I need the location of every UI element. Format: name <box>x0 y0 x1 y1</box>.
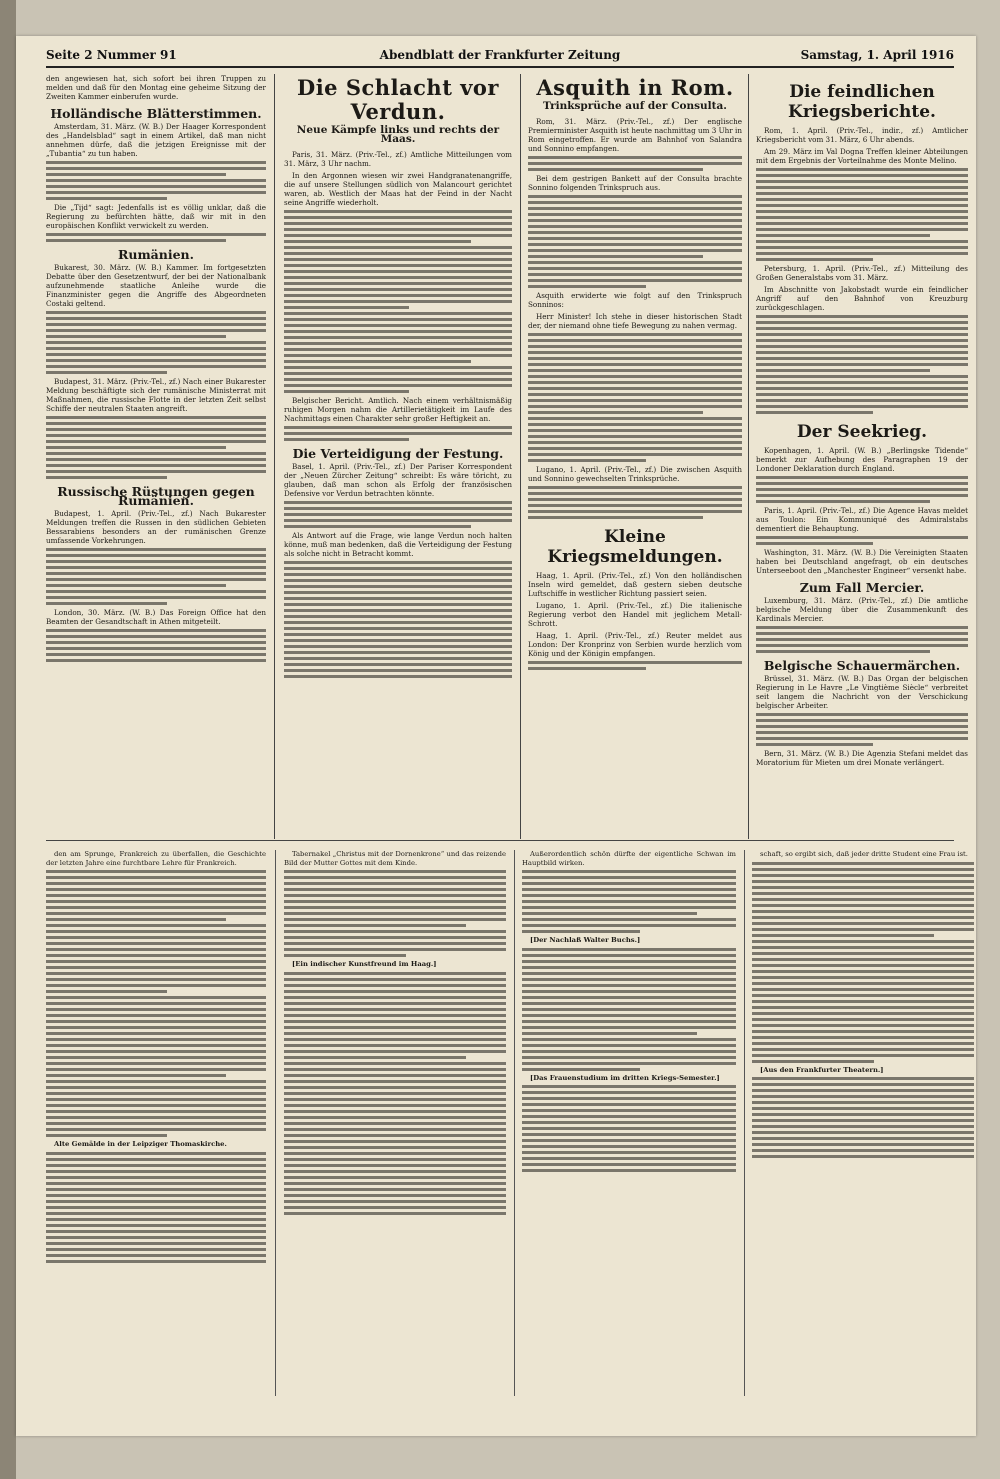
section-heading: Der Seekrieg. <box>796 422 928 442</box>
feuilleton-heading: [Aus den Frankfurter Theatern.] <box>760 1065 884 1074</box>
article-paragraph: Bukarest, 30. März. (W. B.) Kammer. Im fortgesetzten Debatte über den Gesetzentwurf, der bei der Nationalbank aufzunehmende staatliche Anleihe wurde die Finanzminister gegen die Angriffe des Abgeordneten Costaki geltend. <box>46 263 266 308</box>
article-paragraph: Die „Tijd“ sagt: Jedenfalls ist es völlig unklar, daß die Regierung zu befürchten hätte, daß wir mit in den europäischen Konflikt verwickelt zu werden. <box>46 203 266 230</box>
article-title: Die Schlacht vor Verdun. <box>296 75 499 124</box>
section-heading: Kleine Kriegsmeldungen. <box>547 527 723 567</box>
column-1 <box>46 74 266 836</box>
article-paragraph: Washington, 31. März. (W. B.) Die Vereinigten Staaten haben bei Deutschland angefragt, ob ein deutsches Unterseeboot den „Manchester Engineer“ versenkt habe. <box>756 548 968 575</box>
section-heading: Zum Fall Mercier. <box>799 580 925 595</box>
page-number: Seite 2 Nummer 91 <box>46 48 177 62</box>
masthead: Abendblatt der Frankfurter Zeitung <box>379 48 621 62</box>
column-3 <box>528 74 742 836</box>
article-paragraph: Brüssel, 31. März. (W. B.) Das Organ der belgischen Regierung in Le Havre „Le Vingtième Siècle“ verbreitet seit langem die Nachricht von der Verschickung belgischer Arbeiter. <box>756 674 968 710</box>
section-heading: Die Verteidigung der Festung. <box>292 446 504 461</box>
article-paragraph: Budapest, 31. März. (Priv.-Tel., zf.) Nach einer Bukarester Meldung beschäftigte sich der rumänische Ministerrat mit Maßnahmen, die russische Flotte in der letzten Zeit selbst Schiffe der neutralen Staaten angreift. <box>46 377 266 413</box>
article-subtitle: Neue Kämpfe links und rechts der Maas. <box>296 124 500 145</box>
feuilleton-rule <box>46 840 954 841</box>
issue-date: Samstag, 1. April 1916 <box>800 48 954 62</box>
page-header <box>46 48 954 68</box>
section-heading: Belgische Schauermärchen. <box>763 658 961 673</box>
article-paragraph: Luxemburg, 31. März. (Priv.-Tel., zf.) Die amtliche belgische Meldung über die Zusammenkunft des Kardinals Mercier. <box>756 596 968 623</box>
article-paragraph: Lugano, 1. April. (Priv.-Tel., zf.) Die italienische Regierung verbot den Handel mit jeglichem Metall-Schrott. <box>528 601 742 628</box>
page-binding <box>0 0 16 1479</box>
article-paragraph: Außerordentlich schön dürfte der eigentliche Schwan im Hauptbild wirken. <box>522 850 736 867</box>
article-paragraph: Bern, 31. März. (W. B.) Die Agenzia Stefani meldet das Moratorium für Mieten um drei Monate verlängert. <box>756 749 968 767</box>
section-heading: Holländische Blätterstimmen. <box>50 106 262 121</box>
article-paragraph: Paris, 1. April. (Priv.-Tel., zf.) Die Agence Havas meldet aus Toulon: Ein Kommuniqué des Admiralstabs dementiert die Behauptung. <box>756 506 968 533</box>
article-subtitle: Trinksprüche auf der Consulta. <box>543 100 727 112</box>
article-paragraph: Asquith erwiderte wie folgt auf den Trinkspruch Sonninos: <box>528 291 742 309</box>
column-rule <box>748 74 749 839</box>
column-2 <box>284 74 512 836</box>
column-rule <box>274 74 275 839</box>
feuilleton-heading: [Das Frauenstudium im dritten Kriegs-Semester.] <box>530 1073 720 1082</box>
column-rule <box>744 850 745 1396</box>
feuilleton-heading: Alte Gemälde in der Leipziger Thomaskirche. <box>54 1140 227 1149</box>
article-paragraph: Amsterdam, 31. März. (W. B.) Der Haager Korrespondent des „Handelsblad“ sagt in einem Artikel, daß man nicht annehmen dürfe, daß die jetzigen Ereignisse mit der „Tubantia“ zu tun haben. <box>46 122 266 158</box>
column-rule <box>520 74 521 839</box>
article-paragraph: Budapest, 1. April. (Priv.-Tel., zf.) Nach Bukarester Meldungen treffen die Russen in den südlichen Gebieten Bessarabiens besonders an der rumänischen Grenze umfassende Vorkehrungen. <box>46 509 266 545</box>
feuilleton-column-3 <box>522 850 736 1396</box>
article-paragraph: Haag, 1. April. (Priv.-Tel., zf.) Reuter meldet aus London: Der Kronprinz von Serbien wurde herzlich vom König und der Königin empfangen. <box>528 631 742 658</box>
article-paragraph: Als Antwort auf die Frage, wie lange Verdun noch halten könne, muß man bedenken, daß die Verteidigung der Festung als solche nicht in Betracht kommt. <box>284 531 512 558</box>
article-paragraph: Tabernakel „Christus mit der Dornenkrone“ und das reizende Bild der Mutter Gottes mit dem Kinde. <box>284 850 506 867</box>
feuilleton-column-4 <box>752 850 974 1396</box>
column-rule <box>514 850 515 1396</box>
intro-text: den angewiesen hat, sich sofort bei ihren Truppen zu melden und daß für den Montag eine geheime Sitzung der Zweiten Kammer einberufen wurde. <box>46 74 266 101</box>
article-paragraph: den am Sprunge, Frankreich zu überfallen, die Geschichte der letzten Jahre eine furchtbare Lehre für Frankreich. <box>46 850 266 867</box>
feuilleton-heading: [Der Nachlaß Walter Buchs.] <box>530 936 641 945</box>
article-paragraph: Herr Minister! Ich stehe in dieser historischen Stadt der, der niemand ohne tiefe Bewegung zu nahen vermag. <box>528 312 742 330</box>
newspaper-page <box>16 36 976 1436</box>
feuilleton-section <box>46 844 968 1396</box>
feuilleton-column-1 <box>46 850 266 1396</box>
article-paragraph: Basel, 1. April. (Priv.-Tel., zf.) Der Pariser Korrespondent der „Neuen Zürcher Zeitung“ schreibt: Es wäre töricht, zu glauben, daß man schon als Erfolg der französischen Defensive vor Verdun betrachten könnte. <box>284 462 512 498</box>
article-paragraph: Paris, 31. März. (Priv.-Tel., zf.) Amtliche Mitteilungen vom 31. März, 3 Uhr nachm. <box>284 150 512 168</box>
article-paragraph: Rom, 31. März. (Priv.-Tel., zf.) Der englische Premierminister Asquith ist heute nachmittag um 3 Uhr in Rom eingetroffen. Er wurde am Bahnhof von Salandra und Sonnino empfangen. <box>528 117 742 153</box>
article-paragraph: Bei dem gestrigen Bankett auf der Consulta brachte Sonnino folgenden Trinkspruch aus. <box>528 174 742 192</box>
article-paragraph: Rom, 1. April. (Priv.-Tel., indir., zf.) Amtlicher Kriegsbericht vom 31. März, 6 Uhr abends. <box>756 126 968 144</box>
article-paragraph: Am 29. März im Val Dogna Treffen kleiner Abteilungen mit dem Ergebnis der Vorteilnahme des Monte Melino. <box>756 147 968 165</box>
article-paragraph: schaft, so ergibt sich, daß jeder dritte Student eine Frau ist. <box>760 850 968 858</box>
article-title: Die feindlichen Kriegsberichte. <box>788 82 936 122</box>
article-paragraph: Lugano, 1. April. (Priv.-Tel., zf.) Die zwischen Asquith und Sonnino gewechselten Trinksprüche. <box>528 465 742 483</box>
feuilleton-heading: [Ein indischer Kunstfreund im Haag.] <box>292 960 437 969</box>
section-heading: Russische Rüstungen gegen Rumänien. <box>57 484 255 508</box>
feuilleton-column-2 <box>284 850 506 1396</box>
article-title: Asquith in Rom. <box>536 75 734 100</box>
article-paragraph: Im Abschnitte von Jakobstadt wurde ein feindlicher Angriff auf den Bahnhof von Kreuzburg zurückgeschlagen. <box>756 285 968 312</box>
article-paragraph: Kopenhagen, 1. April. (W. B.) „Berlingske Tidende“ bemerkt zur Aufhebung des Paragraphen 19 der Londoner Deklaration durch England. <box>756 446 968 473</box>
column-rule <box>275 850 276 1396</box>
article-paragraph: London, 30. März. (W. B.) Das Foreign Office hat den Beamten der Gesandtschaft in Athen mitgeteilt. <box>46 608 266 626</box>
article-paragraph: Belgischer Bericht. Amtlich. Nach einem verhältnismäßig ruhigen Morgen nahm die Artillerietätigkeit im Laufe des Nachmittags einen Charakter sehr großer Heftigkeit an. <box>284 396 512 423</box>
section-heading: Rumänien. <box>117 247 195 262</box>
column-4 <box>756 74 968 836</box>
article-paragraph: Haag, 1. April. (Priv.-Tel., zf.) Von den holländischen Inseln wird gemeldet, daß gestern sieben deutsche Luftschiffe in westlicher Richtung passiert seien. <box>528 571 742 598</box>
article-paragraph: Petersburg, 1. April. (Priv.-Tel., zf.) Mitteilung des Großen Generalstabs vom 31. März. <box>756 264 968 282</box>
article-paragraph: In den Argonnen wiesen wir zwei Handgranatenangriffe, die auf unsere Stellungen südlich von Malancourt gerichtet waren, ab. Westlich der Maas hat der Feind in der Nacht seine Angriffe wiederholt. <box>284 171 512 207</box>
